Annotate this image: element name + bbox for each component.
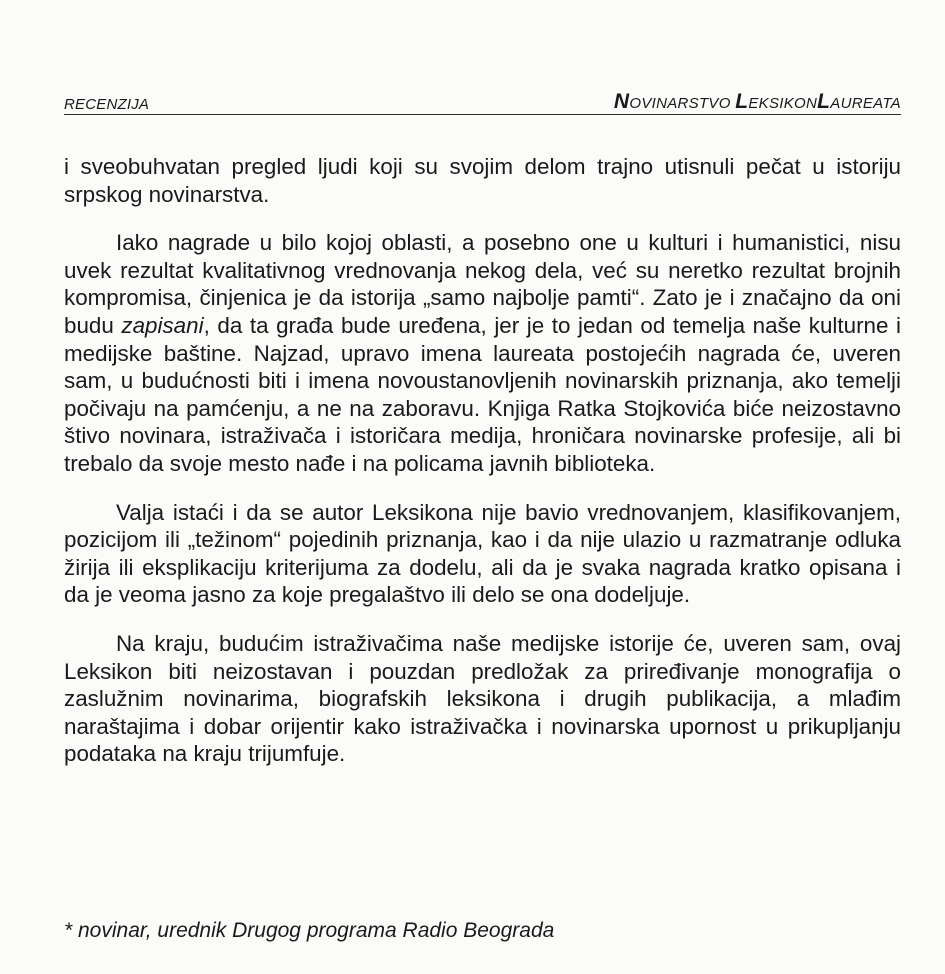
title-part: OVINARSTVO: [629, 95, 736, 112]
section-label: RECENZIJA: [64, 96, 150, 113]
paragraph-1: [64, 153, 901, 208]
paragraph-4: [64, 630, 901, 768]
title-part: AUREATA: [830, 95, 901, 112]
title-part: EKSIKON: [748, 95, 818, 112]
author-footnote: * novinar, urednik Drugog programa Radio Beograda: [64, 919, 555, 942]
title-initial: L: [817, 90, 831, 113]
emphasis-text: zapisani: [121, 312, 204, 338]
body-text: [64, 153, 901, 768]
text-segment: Iako nagrade u bilo kojoj oblasti, a posebno one u kulturi i humanistici, nisu uvek rezultat kvalitativnog vrednovanja nekog dela, već su neretko rezultat brojnih kompromisa, činjenica je da istorija „samo najbolje pamti“. Zato je i značajno da oni budu: [64, 230, 901, 338]
paragraph-3: [64, 499, 901, 609]
text-segment: i sveobuhvatan pregled ljudi koji su svojim delom trajno utisnuli pečat u istoriju srpskog novinarstva.: [64, 154, 901, 207]
running-header: [64, 86, 901, 115]
title-initial: L: [735, 90, 749, 113]
text-segment: Valja istaći i da se autor Leksikona nije bavio vrednovanjem, klasifikovanjem, pozicijom ili „težinom“ pojedinih priznanja, kao i da nije ulazio u razmatranje odluka žirija ili eksplikaciju kriterijuma za dodelu, ali da je svaka nagrada kratko opisana i da je veoma jasno za koje pregalaštvo ili delo se ona dodeljuje.: [64, 499, 901, 608]
paragraph-2: [64, 229, 901, 477]
title-initial: N: [613, 90, 630, 113]
publication-title: [614, 91, 901, 112]
document-page: [64, 86, 901, 768]
text-segment: , da ta građa bude uređena, jer je to jedan od temelja naše kulturne i medijske baštine. Najzad, upravo imena laureata postojećih nagrada će, uveren sam, u budućnosti biti i imena novoustanovljenih novinarskih priznanja, ako temelji počivaju na pamćenju, a ne na zaboravu. Knjiga Ratka Stojkovića biće neizostavno štivo novinara, istraživača i istoričara medija, hroničara novinarske profesije, ali bi trebalo da svoje mesto nađe i na policama javnih biblioteka.: [64, 312, 901, 476]
text-segment: Na kraju, budućim istraživačima naše medijske istorije će, uveren sam, ovaj Leksikon biti neizostavan i pouzdan predložak za priređivanje monografija o zaslužnim novinarima, biografskih leksikona i drugih publikacija, a mlađim naraštajima i dobar orijentir kako istraživačka i novinarska upornost u prikupljanju podataka na kraju trijumfuje.: [64, 630, 901, 767]
